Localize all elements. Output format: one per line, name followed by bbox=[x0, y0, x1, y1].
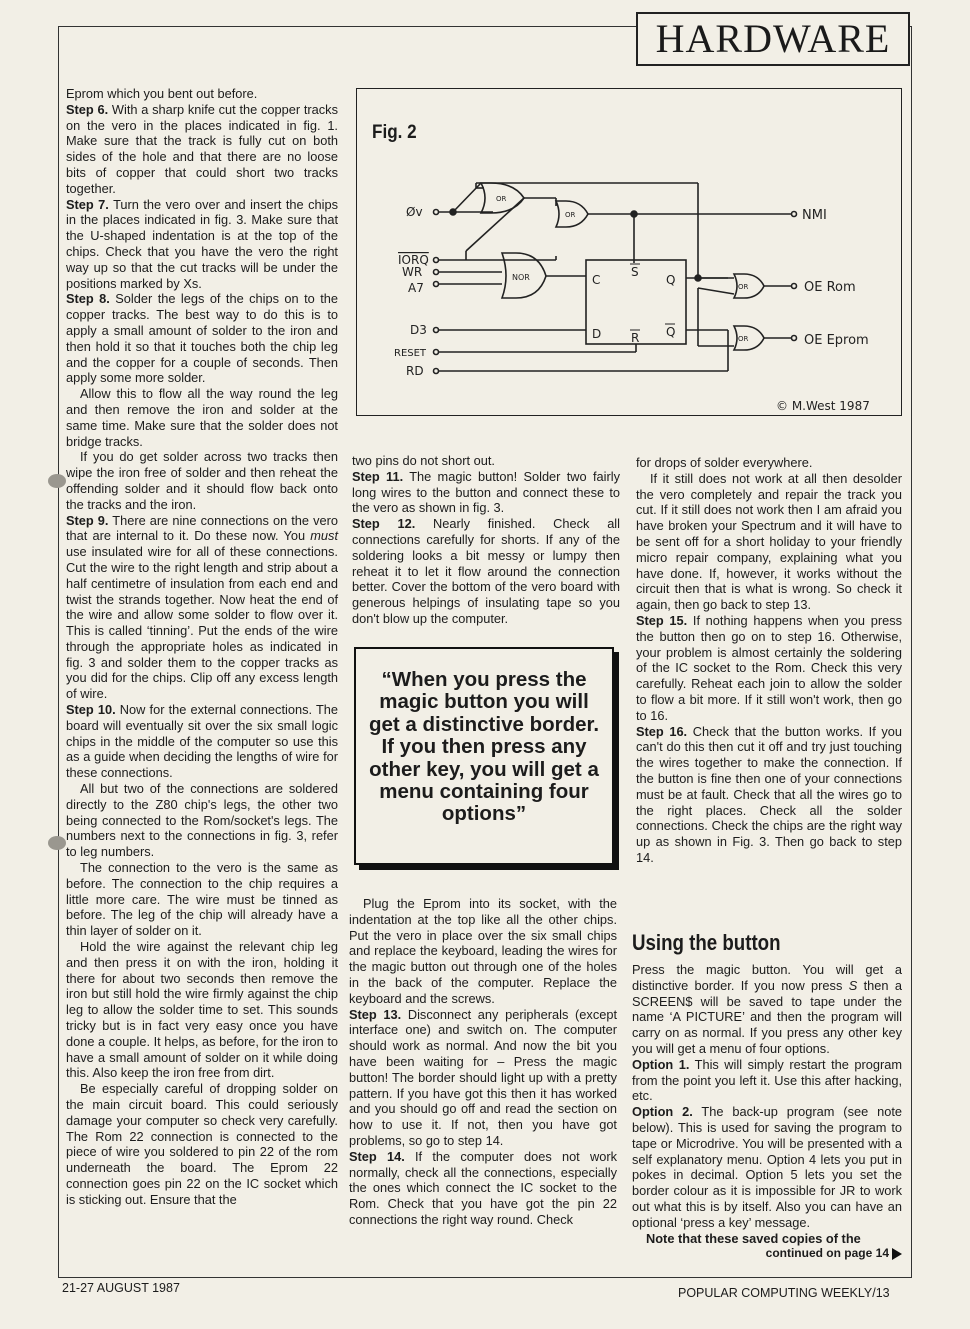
continued-note bbox=[632, 1246, 902, 1262]
paragraph-text: This will simply restart the program from the point you left it. Use this after hacking, etc. bbox=[632, 1056, 903, 1104]
paragraph bbox=[66, 102, 338, 197]
paragraph-text: Nearly finished. Check all connections carefully for shorts. If any of the soldering looks a bit messy or lumpy then reheat it to let it flow around the connection better. Cover the bottom of the vero board with generous helpings of insulating tape so you don't blow up the computer. bbox=[352, 516, 620, 626]
step-label: Step 7. bbox=[66, 196, 109, 212]
paragraph: If it still does not work at all then desolder the vero completely and repair the track you cut. If it still does not work then I am afraid you have broken your Spectrum and it will have to be sent off for a short holiday to your friendly micro repair company, explaining what you have done. If, however, it works without the circuit then that is what is wrong. So check it again, then go back to step 13. bbox=[636, 470, 902, 613]
step-label: Step 13. bbox=[349, 1006, 402, 1022]
paragraph-text: Check that the button works. If you can't do this then cut it off and try just touching the wires together to make the connection. If the button is fine then one of your connections must be at fault. Check that all the wires go to the right places. Check all the solder connections. Check the chips are the right way up as shown in Fig. 3. Then go back to step 14. bbox=[636, 723, 903, 865]
paragraph-text: Disconnect any peripherals (except interface one) and switch on. The computer should work as normal. And now the bit you have been waiting for – Press the magic button! The border should light up with a pretty pattern. If you have got this then it has worked and you should go off and read the section on how to use it. If not, then you have got problems, so go to step 14. bbox=[349, 1006, 618, 1148]
figure-label: Fig. 2 bbox=[372, 122, 417, 143]
paragraph-text: Solder the legs of the chips on to the copper tracks. The best way to do this is to apply a small amount of solder to the iron and then hold it so that it touches both the chip leg and the copper for a couple of seconds. Then apply some more solder. bbox=[66, 291, 338, 386]
gate-label: OR bbox=[496, 195, 507, 203]
paragraph: Eprom which you bent out before. bbox=[66, 86, 258, 101]
paragraph-text: If nothing happens when you press the button then go on to step 16. Otherwise, your problem is almost certainly the soldering of the IC socket to the Rom. Check this very carefully. Reheat each join to allow the solder to flow a bit more. If it still won't work, then go to 16. bbox=[636, 612, 902, 723]
paragraph-text: Now for the external connections. The board will eventually sit over the six small logic chips in the middle of the computer so use this as a guide when deciding the lengths of wire for these connections. bbox=[66, 702, 338, 781]
paragraph-text: Press the magic button. You will get a distinctive border. If you now press bbox=[632, 962, 902, 993]
paragraph: for drops of solder everywhere. bbox=[636, 455, 813, 470]
article-column-3-top bbox=[636, 455, 902, 866]
paragraph: All but two of the connections are soldered directly to the Z80 chip's legs, the other two being connected to the Rom/socket's legs. The numbers next to the connections in fig. 3, refer to leg numbers. bbox=[66, 781, 338, 860]
section-header: HARDWARE bbox=[636, 12, 910, 66]
article-column-1 bbox=[66, 86, 338, 1208]
paragraph: The connection to the vero is the same as before. The connection to the chip requires a little more care. The wire must be tinned as before. The leg of the chip will already have a thin layer of solder on it. bbox=[66, 860, 338, 939]
step-label: Step 12. bbox=[352, 516, 416, 532]
input-label: IORQ bbox=[398, 253, 429, 267]
paragraph: Hold the wire against the relevant chip leg and then press it on with the iron, holding it there for about two seconds then remove the iron but still hold the wire firmly against the chip leg to allow the solder time to set. This sounds tricky but is in fact very easy once you have done a couple. It helps, as before, for the iron to have a small amount of solder on it while doing this. Also keep the iron free from dirt. bbox=[66, 939, 338, 1081]
article-column-3-bottom bbox=[632, 930, 902, 1262]
option-label: Option 1. bbox=[632, 1056, 690, 1072]
section-heading: Using the button bbox=[632, 930, 781, 955]
article-column-2-bottom bbox=[349, 896, 617, 1228]
output-label: NMI bbox=[802, 208, 827, 223]
latch-pin-label: C bbox=[592, 273, 601, 287]
latch-pin-label: R bbox=[631, 331, 640, 345]
paragraph bbox=[66, 702, 338, 781]
pull-quote: “When you press the magic button you will get a distinctive border. If you then press any other key, you will get a menu containing four options” bbox=[354, 647, 614, 865]
paragraph-text: The magic button! Solder two fairly long wires to the button and connect these to the vero as shown in fig. 3. bbox=[352, 468, 620, 516]
input-label: A7 bbox=[408, 281, 424, 295]
paragraph: Be especially careful of dropping solder on the main circuit board. This could seriously damage your computer so check very carefully. The Rom 22 connection is connected to the piece of wire you soldered to pin 22 of the rom underneath the board. The Eprom 22 connection goes pin 22 on the IC socket which is sticking out. Ensure that the bbox=[66, 1081, 338, 1207]
latch-pin-label: S bbox=[631, 265, 639, 279]
latch-pin-label: D bbox=[592, 327, 602, 341]
paragraph bbox=[632, 1057, 902, 1104]
step-label: Step 15. bbox=[636, 612, 688, 628]
gate-label: NOR bbox=[512, 273, 530, 282]
paragraph bbox=[632, 1104, 902, 1230]
article-column-2-top bbox=[352, 453, 620, 627]
paragraph bbox=[632, 962, 902, 1057]
step-label: Step 9. bbox=[66, 512, 109, 528]
paragraph bbox=[66, 197, 338, 292]
emphasis: must bbox=[310, 528, 338, 544]
paragraph bbox=[636, 724, 902, 866]
input-label: D3 bbox=[410, 323, 427, 337]
paragraph: two pins do not short out. bbox=[352, 453, 495, 468]
paragraph-text: There are nine connections on the vero that are internal to it. Do these now. You bbox=[66, 512, 338, 544]
input-label: WR bbox=[402, 265, 423, 279]
continued-text: continued on page 14 bbox=[765, 1246, 889, 1261]
latch-pin-label: Q bbox=[666, 273, 676, 287]
step-label: Step 16. bbox=[636, 723, 688, 739]
step-label: Step 14. bbox=[349, 1148, 405, 1164]
paragraph-text: then a SCREEN$ will be saved to tape under the name ‘A PICTURE’ and then the program will carry on as normal. If you press any other key you will get a menu of four options. bbox=[632, 977, 902, 1056]
output-terminal bbox=[792, 212, 797, 217]
input-label: RESET bbox=[394, 348, 427, 359]
output-label: OE Rom bbox=[804, 280, 856, 295]
paragraph bbox=[66, 513, 338, 703]
paragraph: Note that these saved copies of the bbox=[646, 1230, 861, 1246]
output-label: OE Eprom bbox=[804, 333, 869, 348]
figure-signature: © M.West 1987 bbox=[776, 399, 870, 413]
input-label: Øv bbox=[406, 205, 423, 219]
step-label: Step 10. bbox=[66, 702, 116, 718]
paragraph: If you do get solder across two tracks then wipe the iron free of solder and then reheat the offending solder and it should flow back onto the tracks and the iron. bbox=[66, 449, 338, 512]
step-label: Step 11. bbox=[352, 468, 404, 484]
gate-label: OR bbox=[738, 335, 749, 343]
binding-hole bbox=[48, 474, 66, 488]
paragraph-text: use insulated wire for all of these connections. Cut the wire to the right length and strip about a half centimetre of insulation from each end and twist the strands together. Now heat the end of the wire and allow some solder to flow over it. This is called ‘tinning’. Put the ends of the wire through the appropriate holes as indicated in fig. 3 and solder them to the copper tracks as you did for the chips. Clip off any excess length of wire. bbox=[66, 544, 338, 702]
paragraph bbox=[349, 1007, 617, 1149]
paragraph-text: Turn the vero over and insert the chips in the places indicated in fig. 3. Make sure that the U-shaped indentation is at the top of the chips. Check that you have the vero the right way up so that the cut tracks will be under the positions marked by Xs. bbox=[66, 196, 338, 291]
step-label: Step 6. bbox=[66, 101, 109, 117]
circuit-diagram bbox=[356, 88, 900, 414]
option-label: Option 2. bbox=[632, 1104, 693, 1120]
paragraph bbox=[352, 516, 620, 627]
input-terminal bbox=[434, 210, 439, 215]
binding-hole bbox=[48, 836, 66, 850]
step-label: Step 8. bbox=[66, 291, 110, 307]
paragraph bbox=[636, 613, 902, 724]
paragraph bbox=[352, 469, 620, 516]
paragraph bbox=[66, 291, 338, 386]
paragraph-text: With a sharp knife cut the copper tracks on the vero in the places indicated in fig. 1. Make sure that the track is fully cut on both sides of the hole and that there are no loose bits of copper that could short two tracks together. bbox=[66, 101, 338, 196]
paragraph: Plug the Eprom into its socket, with the indentation at the top like all the other chips. Put the vero in place over the six small chips and replace the keyboard, leading the wires for the magic button out through one of the holes in the back of the computer. Replace the keyboard and the screws. bbox=[349, 896, 617, 1006]
emphasis: S bbox=[848, 977, 858, 993]
latch-pin-label: Q bbox=[666, 325, 676, 339]
paragraph-text: The back-up program (see note below). This is used for saving the program to tape or Microdrive. You will be presented with a self explanatory menu. Option 4 lets you put in pokes in decimal. Option 5 lets you set the border colour as it is impossible for JR to work out what this is by itself. Also you can have an optional ‘press a key’ message. bbox=[632, 1104, 902, 1230]
paragraph bbox=[349, 1149, 617, 1228]
arrow-right-icon bbox=[892, 1248, 902, 1260]
input-label: RD bbox=[406, 364, 424, 378]
paragraph-text: If the computer does not work normally, check all the connections, especially the ones which connect the IC socket to the Rom. Check that you have got the pin 22 connections the right way round. Check bbox=[349, 1148, 617, 1227]
footer-magazine: POPULAR COMPUTING WEEKLY/13 bbox=[678, 1286, 890, 1300]
footer-date: 21-27 AUGUST 1987 bbox=[62, 1281, 180, 1295]
gate-label: OR bbox=[565, 211, 576, 219]
gate-label: OR bbox=[738, 283, 749, 291]
paragraph: Allow this to flow all the way round the leg and then remove the iron and solder at the same time. Make sure that the solder does not bridge tracks. bbox=[66, 386, 338, 449]
